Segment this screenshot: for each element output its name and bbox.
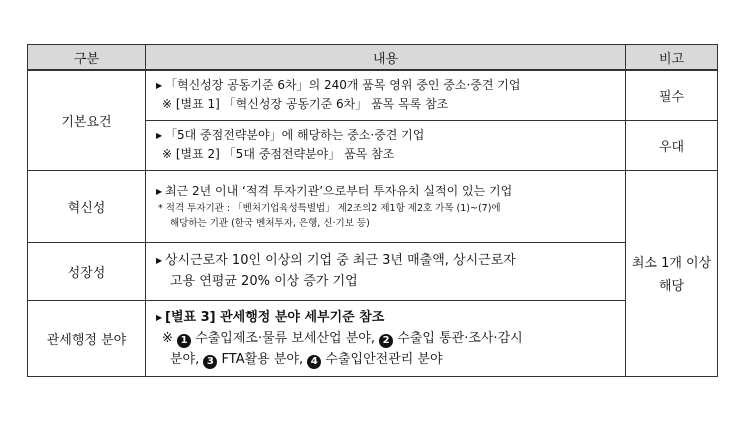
note-preferred: 우대 — [626, 120, 718, 170]
number-4-icon: 4 — [307, 355, 321, 369]
basic-item-2: ▶ 「5대 중점전략분야」에 해당하는 중소·중견 기업 ※ [별표 2] 「5대 중점전략분야」 품목 참조 — [146, 120, 626, 170]
criteria-table — [27, 44, 718, 377]
category-growth: 성장성 — [28, 242, 146, 300]
number-3-icon: 3 — [203, 355, 217, 369]
header-category: 구분 — [28, 45, 146, 71]
note-at-least-one: 최소 1개 이상 해당 — [626, 170, 718, 376]
basic-item-1: ▶ 「혁신성장 공동기준 6차」의 240개 품목 영위 중인 중소·중견 기업 ※ [별표 1] 「혁신성장 공동기준 6차」 품목 목록 참조 — [146, 70, 626, 120]
row-growth — [28, 242, 718, 300]
category-customs: 관세행정 분야 — [28, 300, 146, 376]
row-customs — [28, 300, 718, 376]
header-content: 내용 — [146, 45, 626, 71]
header-note: 비고 — [626, 45, 718, 71]
header-row — [28, 45, 718, 71]
innovation-content: ▶ 최근 2년 이내 ‘적격 투자기관’으로부터 투자유치 실적이 있는 기업 * 적격 투자기관 : 「벤처기업육성특별법」 제2조의2 제1항 제2호 가목 (1)~(7)에 해당하는 기관 (한국 벤처투자, 은행, 신·기보 등) — [146, 170, 626, 242]
bullet-triangle-icon: ▶ — [156, 81, 163, 91]
row-basic-1 — [28, 70, 718, 120]
row-innovation — [28, 170, 718, 242]
number-2-icon: 2 — [379, 334, 393, 348]
bullet-triangle-icon: ▶ — [156, 312, 163, 322]
bullet-triangle-icon: ▶ — [156, 131, 163, 140]
number-1-icon: 1 — [177, 334, 191, 348]
customs-content: ▶ [별표 3] 관세행정 분야 세부기준 참조 ※ 1 수출입제조·물류 보세산업 분야, 2 수출입 통관·조사·감시 분야, 3 FTA활용 분야, 4 수출입안전관리 분야 — [146, 300, 626, 376]
bullet-triangle-icon: ▶ — [156, 256, 163, 265]
note-required: 필수 — [626, 70, 718, 120]
category-basic: 기본요건 — [28, 70, 146, 170]
growth-content: ▶ 상시근로자 10인 이상의 기업 중 최근 3년 매출액, 상시근로자 고용 연평균 20% 이상 증가 기업 — [146, 242, 626, 300]
bullet-triangle-icon: ▶ — [156, 186, 163, 196]
category-innovation: 혁신성 — [28, 170, 146, 242]
